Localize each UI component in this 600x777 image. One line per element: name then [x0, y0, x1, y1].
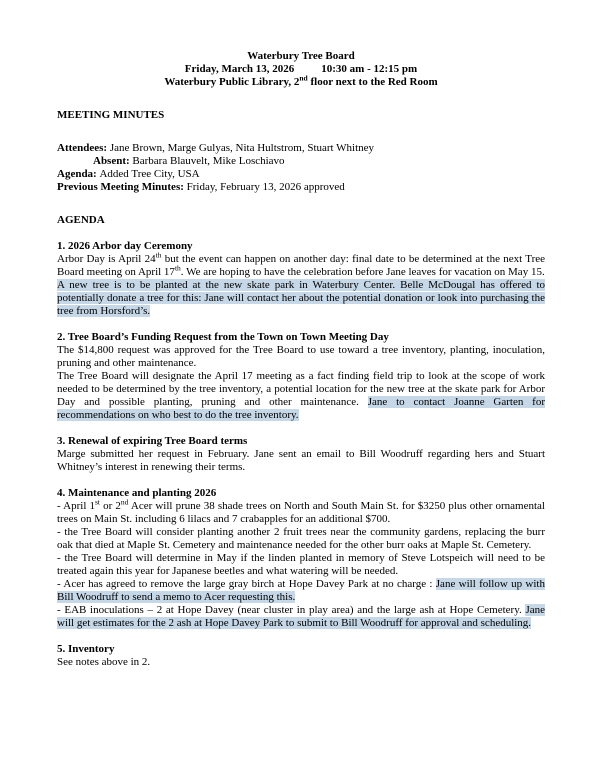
section-2-heading: [57, 331, 545, 344]
section-1-action-paragraph: [57, 279, 545, 318]
previous-minutes-line: [57, 181, 545, 194]
section-4-bullet-1-text: - April 1: [57, 500, 95, 512]
title-line-2-text: Friday, March 13, 2026: [184, 63, 295, 75]
section-2-paragraph-2: [57, 370, 545, 422]
section-5-heading: [57, 643, 545, 656]
section-3-heading: [57, 435, 545, 448]
section-5-paragraph: [57, 656, 545, 669]
section-1-action-paragraph-text: A new tree is to be planted at the new skate park in Waterbury Center. Belle McDougal has offered to potentially donate a tree for this: Jane will contact her about the potential donation or look into purchasing the tree from Horsford’s.: [57, 279, 545, 317]
section-4-bullet-2: [57, 526, 545, 552]
section-1-paragraph-text: but the event can happen on another day: final date to be determined at the next Tree Board meeting on April 17: [57, 253, 545, 278]
section-4-bullet-1-text: nd: [120, 497, 129, 507]
meeting-minutes-heading: [57, 109, 545, 122]
meeting-minutes-heading-text: MEETING MINUTES: [57, 109, 165, 121]
absent-line-text: Absent:: [93, 155, 133, 167]
section-2-paragraph-2-text: Jane to contact Joanne Garten for recommendations on who best to do the tree inventory.: [57, 396, 545, 421]
agenda-line: [57, 168, 545, 181]
section-4-bullet-5-text: - EAB inoculations – 2 at Hope Davey (near cluster in play area) and the large ash at Hope Cemetery.: [57, 604, 526, 616]
spacer: [57, 89, 545, 109]
section-2-paragraph-1-text: The $14,800 request was approved for the Tree Board to use toward a tree inventory, planting, inoculation, pruning and other maintenance.: [57, 344, 545, 369]
spacer: [57, 122, 545, 142]
section-4-bullet-5: [57, 604, 545, 630]
section-4-heading-text: 4. Maintenance and planting 2026: [57, 487, 217, 499]
previous-minutes-line-text: Friday, February 13, 2026 approved: [186, 181, 345, 193]
title-line-1: [57, 50, 545, 63]
section-4-bullet-1-text: or 2: [100, 500, 121, 512]
section-5-paragraph-text: See notes above in 2.: [57, 656, 151, 668]
agenda-line-text: Agenda:: [57, 168, 100, 180]
section-1-paragraph-text: Arbor Day is April 24: [57, 253, 156, 265]
spacer: [57, 630, 545, 643]
section-2-heading-text: 2. Tree Board’s Funding Request from the Town on Town Meeting Day: [57, 331, 389, 343]
section-2-paragraph-1: [57, 344, 545, 370]
title-line-3-text: nd: [299, 73, 308, 83]
spacer: [57, 227, 545, 240]
section-4-bullet-5-text: Jane will get estimates for the 2 ash at Hope Davey Park to submit to Bill Woodruff for approval and scheduling.: [57, 604, 545, 629]
section-4-bullet-1: [57, 497, 545, 526]
section-1-heading-text: 1. 2026 Arbor day Ceremony: [57, 240, 193, 252]
absent-line: [57, 155, 545, 168]
section-2-paragraph-2-text: The Tree Board will designate the April 17 meeting as a fact finding field trip to look at the scope of work needed to be determined by the tree inventory, a potential location for the new tree at the skate park for Arbor Day and possible planting, pruning and other maintenance.: [57, 370, 545, 408]
section-3-heading-text: 3. Renewal of expiring Tree Board terms: [57, 435, 248, 447]
section-3-paragraph-text: Marge submitted her request in February. Jane sent an email to Bill Woodruff regarding hers and Stuart Whitney’s interest in renewing their terms.: [57, 448, 545, 473]
absent-line-text: Barbara Blauvelt, Mike Loschiavo: [132, 155, 285, 167]
section-5-heading-text: 5. Inventory: [57, 643, 115, 655]
section-4-bullet-1-text: st: [94, 497, 100, 507]
section-4-bullet-3-text: - the Tree Board will determine in May if the linden planted in memory of Steve Lotspeich will need to be treated again this year for Japanese beetles and what watering will be needed.: [57, 552, 545, 577]
spacer: [57, 194, 545, 214]
attendees-line: [57, 142, 545, 155]
agenda-heading-text: AGENDA: [57, 214, 105, 226]
title-line-3-text: floor next to the Red Room: [307, 76, 438, 88]
section-4-bullet-4-text: - Acer has agreed to remove the large gray birch at Hope Davey Park at no charge :: [57, 578, 436, 590]
section-4-bullet-1-text: Acer will prune 38 shade trees on North and South Main St. for $3250 plus other ornamental trees on Main St. including 6 lilacs and 7 crabapples for an additional $700.: [57, 500, 545, 525]
section-1-paragraph-text: . We are hoping to have the celebration before Jane leaves for vacation on May 15.: [180, 266, 545, 278]
attendees-line-text: Attendees:: [57, 142, 110, 154]
section-4-bullet-3: [57, 552, 545, 578]
previous-minutes-line-text: Previous Meeting Minutes:: [57, 181, 187, 193]
section-1-paragraph-text: th: [155, 250, 162, 260]
title-line-3: [57, 73, 545, 89]
spacer: [57, 318, 545, 331]
spacer: [57, 422, 545, 435]
title-line-1-text: Waterbury Tree Board: [247, 50, 355, 62]
section-4-bullet-4-text: Jane will follow up with Bill Woodruff to send a memo to Acer requesting this.: [57, 578, 545, 603]
title-line-2-text: 10:30 am - 12:15 pm: [321, 63, 418, 75]
section-4-bullet-4: [57, 578, 545, 604]
title-line-3-text: Waterbury Public Library, 2: [164, 76, 300, 88]
agenda-heading: [57, 214, 545, 227]
section-4-bullet-2-text: - the Tree Board will consider planting another 2 fruit trees near the community gardens, replacing the burr oak that died at Maple St. Cemetery and maintenance needed for the other burr oaks at Maple St. Cemetery.: [57, 526, 545, 551]
section-1-heading: [57, 240, 545, 253]
section-3-paragraph: [57, 448, 545, 474]
attendees-line-text: Jane Brown, Marge Gulyas, Nita Hultstrom, Stuart Whitney: [109, 142, 375, 154]
section-4-heading: [57, 487, 545, 500]
section-1-paragraph-text: th: [174, 263, 181, 273]
agenda-line-text: Added Tree City, USA: [99, 168, 200, 180]
spacer: [57, 474, 545, 487]
section-1-paragraph: [57, 250, 545, 279]
